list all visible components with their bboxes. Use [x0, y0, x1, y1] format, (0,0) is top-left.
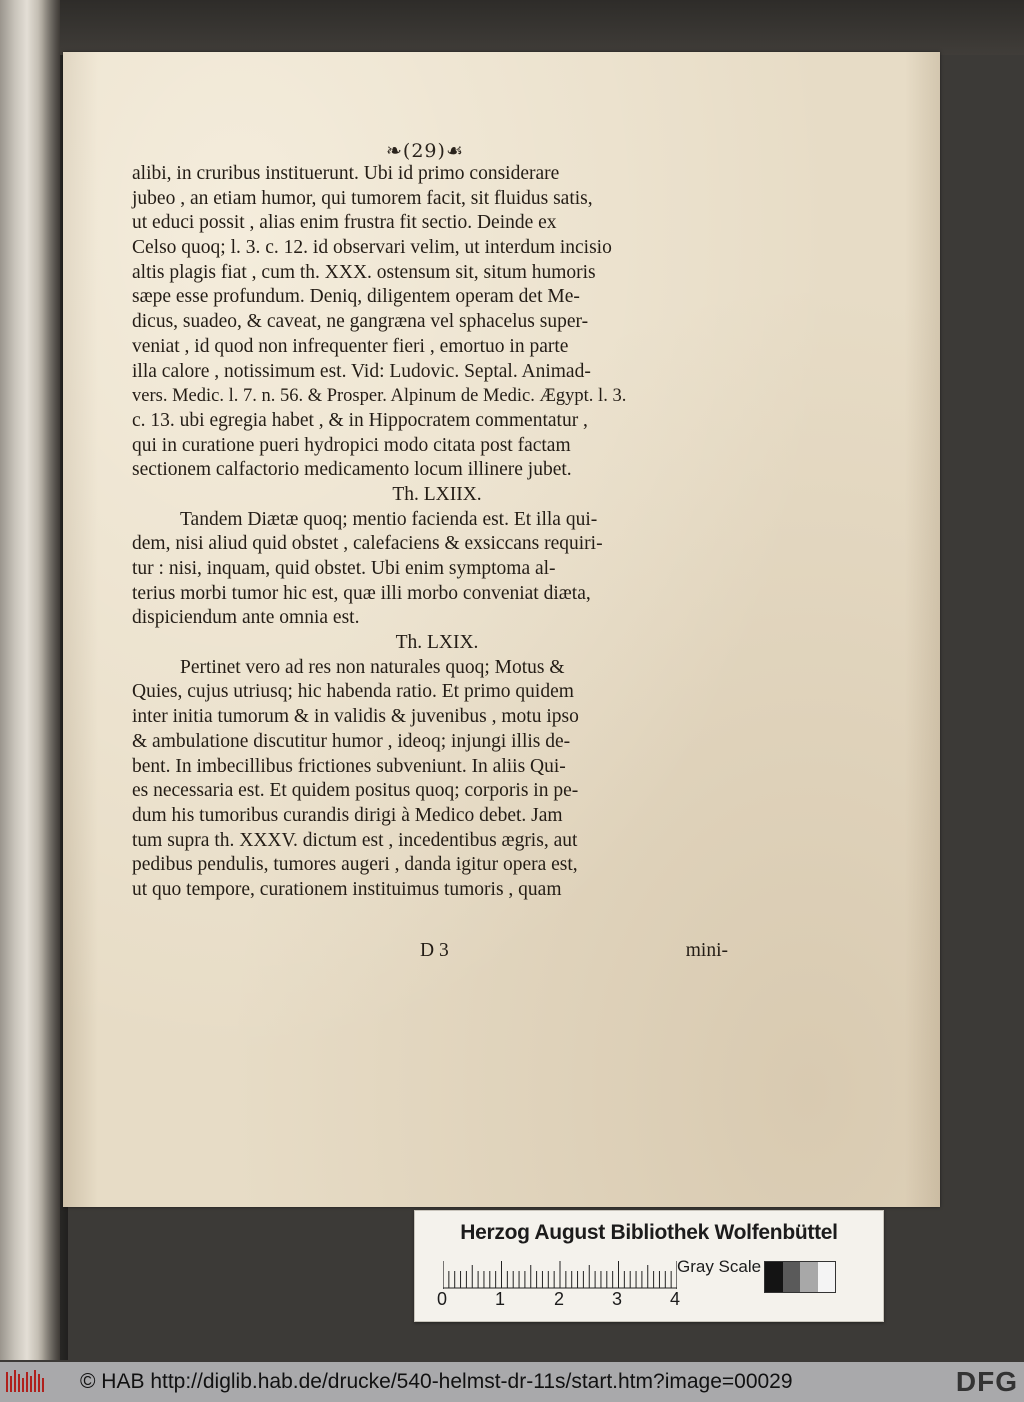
text-line: & ambulatione discutitur humor , ideoq; injungi illis de- [132, 730, 571, 752]
ruler-number: 0 [437, 1289, 448, 1309]
ruler-number: 1 [495, 1289, 506, 1309]
text-line: illa calore , notissimum est. Vid: Ludovic. Septal. Animad- [132, 360, 591, 382]
text-line: bent. In imbecillibus frictiones subveniunt. In aliis Qui- [132, 755, 566, 777]
text-line: altis plagis fiat , cum th. XXX. ostensum sit, situm humoris [132, 261, 596, 283]
text-line: inter initia tumorum & in validis & juvenibus , motu ipso [132, 706, 579, 728]
scan-background [60, 0, 1024, 55]
text-line: dispiciendum ante omnia est. [132, 607, 360, 629]
text-line: ut educi possit , alias enim frustra fit sectio. Deinde ex [132, 212, 557, 234]
text-line: sæpe esse profundum. Deniq, diligentem operam det Me- [132, 286, 580, 308]
ruler-number: 4 [670, 1289, 681, 1309]
text-line: jubeo , an etiam humor, qui tumorem facit, sit fluidus satis, [132, 187, 593, 209]
hab-barcode-icon [6, 1370, 46, 1394]
text-line: Celso quoq; l. 3. c. 12. id observari velim, ut interdum incisio [132, 237, 612, 259]
text-line: ut quo tempore, curationem instituimus tumoris , quam [132, 878, 562, 900]
footer-bar [0, 1362, 1024, 1402]
footer-copyright-link[interactable]: © HAB http://diglib.hab.de/drucke/540-helmst-dr-11s/start.htm?image=00029 [80, 1370, 793, 1393]
text-line: dem, nisi aliud quid obstet , calefaciens & exsiccans requiri- [132, 533, 603, 555]
library-name: Herzog August Bibliothek Wolfenbüttel [460, 1221, 838, 1244]
text-line: qui in curatione pueri hydropici modo citata post factam [132, 434, 571, 456]
text-line: tur : nisi, inquam, quid obstet. Ubi enim symptoma al- [132, 558, 556, 579]
text-line: pedibus pendulis, tumores augeri , danda igitur opera est, [132, 854, 578, 876]
text-line: terius morbi tumor hic est, quæ illi morbo conveniat diæta, [132, 582, 591, 604]
text-line: tum supra th. XXXV. dictum est , incedentibus ægris, aut [132, 829, 578, 851]
text-line: veniat , id quod non infrequenter fieri , emortuo in parte [132, 335, 569, 357]
ruler-number: 3 [612, 1289, 623, 1309]
ruler-icon [443, 1261, 677, 1289]
text-line: dicus, suadeo, & caveat, ne gangræna vel sphacelus super- [132, 311, 589, 333]
gray-scale-swatch [764, 1261, 836, 1293]
text-line: c. 13. ubi egregia habet , & in Hippocratem commentatur , [132, 409, 588, 431]
gray-scale-label: Gray Scale [677, 1257, 762, 1276]
section-heading: Th. LXIX. [395, 632, 479, 654]
text-line: Pertinet vero ad res non naturales quoq; Motus & [180, 656, 565, 678]
text-line: sectionem calfactorio medicamento locum illinere jubet. [132, 459, 572, 481]
text-line: es necessaria est. Et quidem positus quoq; corporis in pe- [132, 780, 579, 802]
catchword: mini- [685, 940, 728, 961]
ruler-numbers [437, 1289, 707, 1313]
page-footer-line [132, 940, 742, 966]
signature-mark: D 3 [420, 940, 449, 961]
page-text [132, 162, 742, 903]
text-line: Tandem Diætæ quoq; mentio facienda est. Et illa qui- [180, 508, 598, 530]
text-line: alibi, in cruribus instituerunt. Ubi id primo considerare [132, 163, 560, 184]
text-line: Quies, cujus utriusq; hic habenda ratio. Et primo quidem [132, 681, 574, 703]
ruler-number: 2 [554, 1289, 565, 1309]
text-line: dum his tumoribus curandis dirigi à Medico debet. Jam [132, 804, 563, 826]
dfg-logo: DFG [955, 1366, 1018, 1397]
text-line: vers. Medic. l. 7. n. 56. & Prosper. Alpinum de Medic. Ægypt. l. 3. [132, 386, 627, 407]
page-header: ❧(29)☙ [386, 140, 464, 162]
section-heading: Th. LXIIX. [392, 483, 482, 505]
library-scale-label [414, 1210, 884, 1322]
